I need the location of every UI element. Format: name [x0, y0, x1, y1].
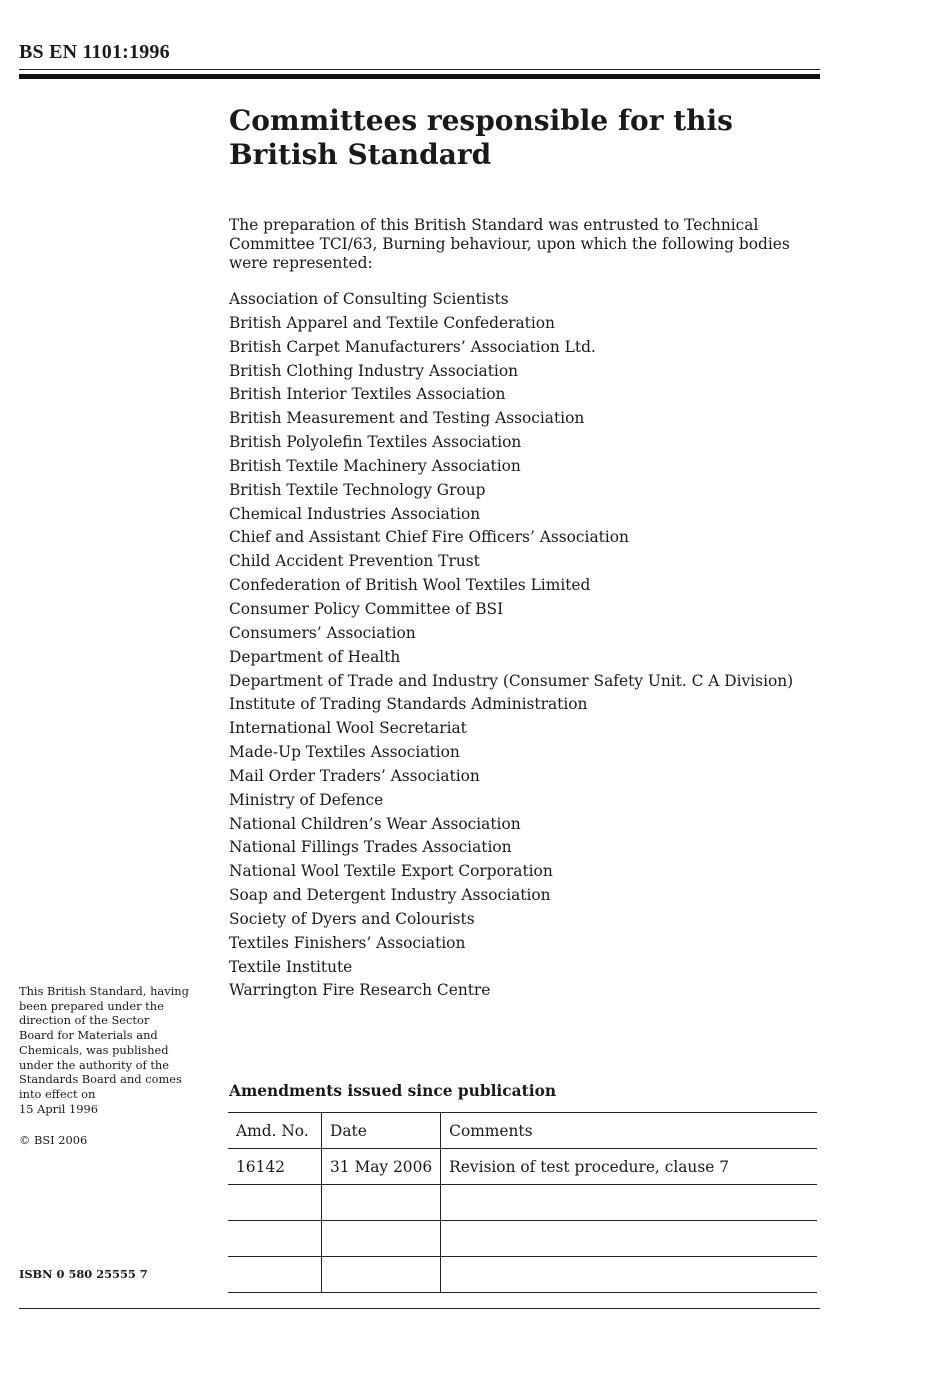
date-cell — [322, 1221, 441, 1257]
list-item: Association of Consulting Scientists — [229, 290, 509, 308]
date-cell — [322, 1257, 441, 1293]
page-title-line-1: Committees responsible for this — [229, 104, 733, 137]
comments-cell — [441, 1221, 817, 1257]
list-item: Consumers’ Association — [229, 623, 416, 642]
note-line: This British Standard, having — [19, 984, 189, 998]
amd-no-cell — [228, 1221, 322, 1257]
amd-no-cell — [228, 1257, 322, 1293]
list-item: Department of Trade and Industry (Consumer Safety Unit. C A Division) — [229, 671, 794, 690]
list-item: Consumer Policy Committee of BSI — [229, 599, 504, 618]
intro-paragraph: The preparation of this British Standard was entrusted to Technical Committee TCI/63, Burning behaviour, upon which the following bodies were represented: — [229, 216, 790, 272]
list-item: Child Accident Prevention Trust — [229, 552, 480, 571]
list-item: Chemical Industries Association — [229, 504, 481, 523]
list-item: National Wool Textile Export Corporation — [229, 862, 553, 881]
list-item: Institute of Trading Standards Administration — [229, 695, 588, 714]
amendments-table — [228, 1112, 817, 1293]
amd-no-cell: 16142 — [228, 1149, 322, 1185]
header-rule-thick — [19, 74, 820, 79]
note-line: under the authority of the — [19, 1057, 170, 1072]
note-line: 15 April 1996 — [19, 1101, 98, 1116]
list-item: Mail Order Traders’ Association — [229, 766, 480, 785]
list-item: Ministry of Defence — [229, 790, 384, 809]
table-header-row — [228, 1113, 817, 1149]
list-item: Society of Dyers and Colourists — [229, 909, 475, 928]
isbn-number: ISBN 0 580 25555 7 — [19, 1267, 148, 1281]
list-item: Textiles Finishers’ Association — [229, 933, 466, 952]
list-item: British Clothing Industry Association — [229, 361, 519, 380]
list-item: British Textile Technology Group — [229, 480, 486, 499]
list-item: Warrington Fire Research Centre — [229, 981, 491, 1000]
table-row — [228, 1257, 817, 1293]
comments-cell — [441, 1185, 817, 1221]
note-line: Standards Board and comes — [19, 1072, 182, 1087]
list-item: British Measurement and Testing Association — [229, 409, 585, 428]
column-header-date: Date — [322, 1113, 441, 1149]
list-item: National Fillings Trades Association — [229, 838, 512, 857]
committee-bodies-list — [229, 288, 793, 1003]
comments-cell: Revision of test procedure, clause 7 — [441, 1149, 817, 1185]
copyright-notice: © BSI 2006 — [19, 1133, 88, 1147]
list-item: British Carpet Manufacturers’ Association Ltd. — [229, 337, 596, 356]
column-header-comments: Comments — [441, 1113, 817, 1149]
table-row — [228, 1149, 817, 1185]
list-item: Chief and Assistant Chief Fire Officers’ Association — [229, 528, 629, 547]
column-header-amd-no: Amd. No. — [228, 1113, 322, 1149]
header-rule-thin — [19, 69, 820, 70]
list-item: Department of Health — [229, 647, 401, 666]
list-item: Made-Up Textiles Association — [229, 743, 460, 762]
date-cell: 31 May 2006 — [322, 1149, 441, 1185]
list-item: British Polyolefin Textiles Association — [229, 433, 522, 452]
list-item: Confederation of British Wool Textiles Limited — [229, 576, 591, 595]
list-item: International Wool Secretariat — [229, 719, 467, 738]
list-item: British Textile Machinery Association — [229, 456, 521, 475]
page-title-line-2: British Standard — [229, 138, 492, 171]
date-cell — [322, 1185, 441, 1221]
note-line: Board for Materials and — [19, 1028, 158, 1043]
amd-no-cell — [228, 1185, 322, 1221]
note-line: direction of the Sector — [19, 1013, 150, 1028]
list-item: Soap and Detergent Industry Association — [229, 886, 551, 905]
page-title — [229, 104, 809, 172]
note-line: into effect on — [19, 1086, 96, 1101]
footer-rule — [19, 1308, 820, 1309]
list-item: British Apparel and Textile Confederation — [229, 313, 555, 332]
publication-note — [19, 984, 209, 1116]
amendments-heading: Amendments issued since publication — [229, 1082, 557, 1100]
note-line: been prepared under the — [19, 998, 164, 1013]
list-item: British Interior Textiles Association — [229, 385, 506, 404]
table-row — [228, 1221, 817, 1257]
table-row — [228, 1185, 817, 1221]
comments-cell — [441, 1257, 817, 1293]
list-item: Textile Institute — [229, 957, 353, 976]
document-id: BS EN 1101:1996 — [19, 41, 170, 63]
list-item: National Children’s Wear Association — [229, 814, 521, 833]
note-line: Chemicals, was published — [19, 1042, 169, 1057]
